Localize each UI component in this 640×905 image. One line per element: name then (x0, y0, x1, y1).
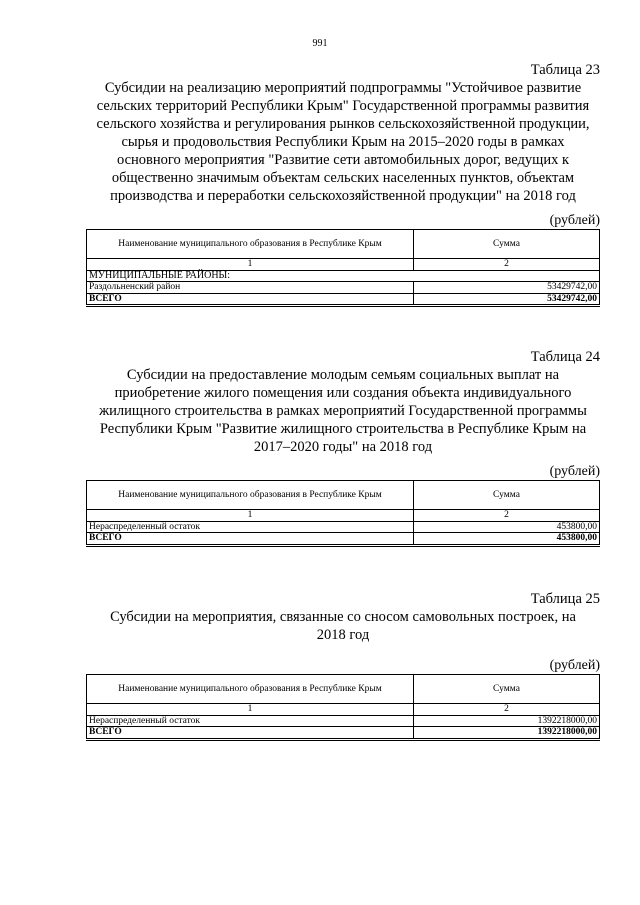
table-23-label: Таблица 23 (530, 62, 600, 78)
page-number: 991 (312, 38, 328, 49)
column-number-1: 1 (87, 704, 414, 716)
column-number-2: 2 (414, 704, 600, 716)
column-number-1: 1 (87, 510, 414, 522)
table-23-unit: (рублей) (549, 213, 600, 228)
table-24 (86, 480, 600, 547)
section-heading-row (87, 270, 600, 282)
column-number-2: 2 (414, 259, 600, 271)
column-header-sum: Сумма (414, 675, 600, 704)
column-number-2: 2 (414, 510, 600, 522)
row-name: Нераспределенный остаток (87, 521, 414, 533)
table-header-row (87, 481, 600, 510)
total-label: ВСЕГО (87, 727, 414, 740)
column-number-row (87, 259, 600, 271)
table-24-label: Таблица 24 (530, 349, 600, 365)
total-value: 1392218000,00 (414, 727, 600, 740)
total-row (87, 533, 600, 546)
column-number-1: 1 (87, 259, 414, 271)
column-header-name: Наименование муниципального образования в Республике Крым (87, 230, 414, 259)
table-23-section (86, 62, 600, 307)
table-25 (86, 674, 600, 741)
table-header-row (87, 675, 600, 704)
table-25-title: Субсидии на мероприятия, связанные со сносом самовольных построек, на 2018 год (110, 609, 576, 643)
total-value: 453800,00 (414, 533, 600, 546)
total-value: 53429742,00 (414, 293, 600, 306)
column-header-sum: Сумма (414, 481, 600, 510)
table-25-section (86, 591, 600, 741)
table-24-title: Субсидии на предоставление молодым семьям социальных выплат на приобретение жилого помещения или создания объекта индивидуального жилищного строительства в рамках мероприятий Государственной программы Республики Крым "Развитие жилищного строительства в Республике Крым на 2017–2020 годы" на 2018 год (99, 367, 587, 455)
table-row (87, 282, 600, 294)
column-number-row (87, 704, 600, 716)
table-24-unit: (рублей) (549, 464, 600, 479)
total-label: ВСЕГО (87, 533, 414, 546)
table-23-title: Субсидии на реализацию мероприятий подпрограммы "Устойчивое развитие сельских территорий Республики Крым" Государственной программы развития сельского хозяйства и регулирования рынков сельскохозяйственной продукции, сырья и продовольствия Республики Крым на 2015–2020 годы в рамках основного мероприятия "Развитие сети автомобильных дорог, ведущих к общественно значимым объектам сельских населенных пунктов, объектам производства и переработки сельскохозяйственной продукции" на 2018 год (96, 80, 590, 204)
row-value: 1392218000,00 (414, 715, 600, 727)
table-23 (86, 229, 600, 307)
section-heading: МУНИЦИПАЛЬНЫЕ РАЙОНЫ: (87, 270, 600, 282)
row-value: 53429742,00 (414, 282, 600, 294)
column-header-name: Наименование муниципального образования в Республике Крым (87, 481, 414, 510)
column-number-row (87, 510, 600, 522)
table-header-row (87, 230, 600, 259)
column-header-name: Наименование муниципального образования в Республике Крым (87, 675, 414, 704)
table-25-unit: (рублей) (549, 658, 600, 673)
row-name: Раздольненский район (87, 282, 414, 294)
row-name: Нераспределенный остаток (87, 715, 414, 727)
row-value: 453800,00 (414, 521, 600, 533)
column-header-sum: Сумма (414, 230, 600, 259)
table-24-section (86, 349, 600, 547)
table-row (87, 715, 600, 727)
total-row (87, 293, 600, 306)
table-25-label: Таблица 25 (530, 591, 600, 607)
table-row (87, 521, 600, 533)
total-label: ВСЕГО (87, 293, 414, 306)
total-row (87, 727, 600, 740)
